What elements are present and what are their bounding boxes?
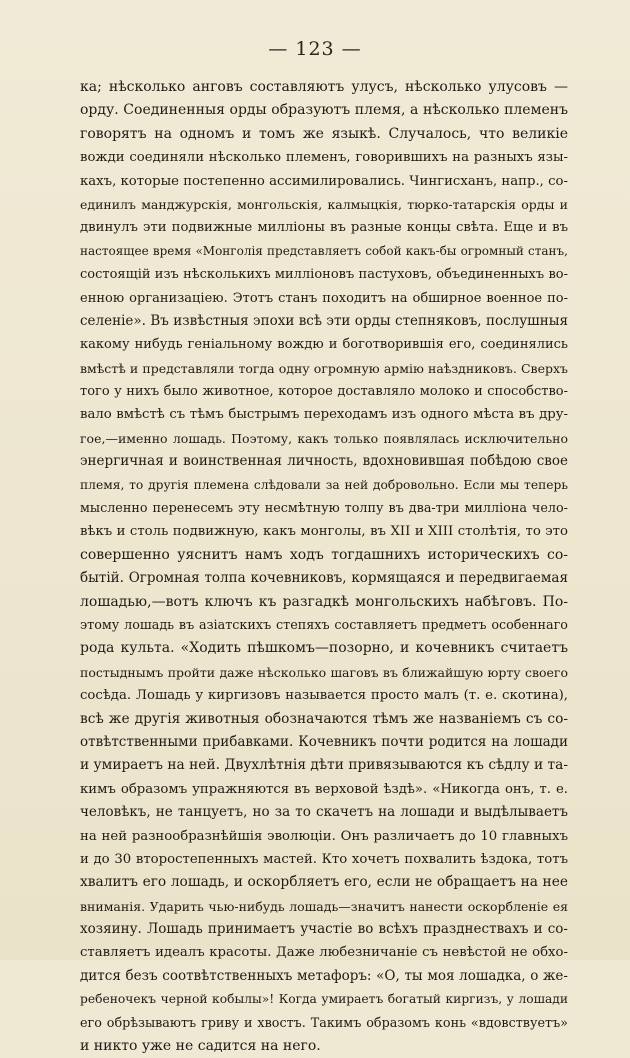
- text-line: на ней разнообразнѣйшія эволюціи. Онъ различаетъ до 10 главныхъ: [80, 828, 568, 844]
- text-line: ка; нѣсколько анговъ составляютъ улусъ, нѣсколько улусовъ —: [80, 79, 568, 95]
- text-line: вожди соединяли нѣсколько племенъ, говорившихъ на разныхъ язы-: [80, 150, 568, 166]
- text-line: бытій. Огромная толпа кочевниковъ, кормящаяся и передвигаемая: [80, 570, 568, 587]
- text-line: единилъ манджурскія, монгольскія, калмыцкія, тюрко-татарскія орды и: [80, 196, 568, 212]
- text-line: говорятъ на одномъ и томъ же языкѣ. Случалось, что великіе: [80, 125, 568, 142]
- text-line: орду. Соединенныя орды образуютъ племя, а нѣсколько племенъ: [80, 102, 568, 119]
- text-line: вниманія. Ударить чью-нибудь лошадь—значитъ нанести оскорбленіе ея: [80, 898, 568, 914]
- text-line: вмѣстѣ и представляли тогда одну огромную армію наѣздниковъ. Сверхъ: [80, 360, 568, 376]
- text-line: лошадью,—вотъ ключъ къ разгадкѣ монгольскихъ набѣговъ. По-: [80, 593, 568, 610]
- body-text: [80, 76, 568, 1058]
- text-line: ставляетъ идеалъ красоты. Даже любезничаніе съ невѣстой не обхо-: [80, 945, 568, 961]
- text-line: и до 30 второстепенныхъ мастей. Кто хочетъ похвалить ѣздока, тотъ: [80, 851, 568, 867]
- text-line: всѣ же другія животныя обозначаются тѣмъ же названіемъ съ со-: [80, 710, 568, 727]
- text-line: вѣкъ и столь подвижную, какъ монголы, въ XII и XIII столѣтія, то это: [80, 524, 568, 540]
- text-line: гое,—именно лошадь. Поэтому, какъ только появлялась исключительно: [80, 430, 568, 446]
- text-line: и никто уже не садится на него.: [80, 1038, 321, 1055]
- text-line: кахъ, которые постепенно ассимилировались. Чингисханъ, напр., со-: [80, 173, 568, 189]
- text-line: этому лошадь въ азіатскихъ степяхъ составляетъ предметъ особеннаго: [80, 617, 568, 633]
- text-line: ребеночекъ черной кобылы»! Когда умираетъ богатый киргизъ, у лошади: [80, 992, 568, 1007]
- text-line: человѣкъ, не танцуетъ, но за то скачетъ на лошади и выдѣлываетъ: [80, 804, 568, 821]
- text-line: состоящій изъ нѣсколькихъ милліоновъ пастуховъ, объединенныхъ во-: [80, 267, 568, 283]
- text-line: настоящее время «Монголія представляетъ собой какъ-бы огромный станъ,: [80, 243, 568, 258]
- text-line: энергичная и воинственная личность, вдохновившая побѣдою свое: [80, 453, 568, 470]
- text-line: рода культа. «Ходить пѣшкомъ—позорно, и кочевникъ считаетъ: [80, 640, 568, 657]
- text-line: сосѣда. Лошадь у киргизовъ называется просто малъ (т. е. скотина),: [80, 688, 568, 704]
- text-line: двинулъ эти подвижные милліоны въ разные концы свѣта. Еще и въ: [80, 220, 568, 236]
- text-line: его обрѣзываютъ гриву и хвостъ. Такимъ образомъ конь «вдовствуетъ»: [80, 1015, 568, 1031]
- text-line: отвѣтственными прибавками. Кочевникъ почти родится на лошади: [80, 733, 568, 750]
- text-line: постыднымъ пройти даже нѣсколько шаговъ въ ближайшую юрту своего: [80, 664, 568, 680]
- text-line: хозяину. Лошадь принимаетъ участіе во всѣхъ празднествахъ и со-: [80, 921, 568, 938]
- text-line: того у нихъ было животное, которое доставляло молоко и способство-: [80, 384, 568, 400]
- text-line: хвалитъ его лошадь, и оскорбляетъ его, если не обращаетъ на нее: [80, 874, 568, 891]
- text-line: селеніе». Въ извѣстныя эпохи всѣ эти орды степняковъ, послушныя: [80, 312, 568, 329]
- text-line: племя, то другія племена слѣдовали за ней добровольно. Если мы теперь: [80, 477, 568, 492]
- text-line: кимъ образомъ упражняются въ верховой ѣздѣ». «Никогда онъ, т. е.: [80, 781, 568, 797]
- text-line: вало вмѣстѣ съ тѣмъ быстрымъ переходамъ изъ одного мѣста въ дру-: [80, 407, 568, 423]
- text-line: совершенно уяснитъ намъ ходъ тогдашнихъ историческихъ со-: [80, 546, 568, 563]
- text-line: дится безъ соотвѣтственныхъ метафоръ: «О, ты моя лошадка, о же-: [80, 967, 568, 984]
- page-number: — 123 —: [268, 38, 362, 60]
- text-line: и умираетъ на ней. Двухлѣтнія дѣти привязываются къ сѣдлу и та-: [80, 757, 568, 774]
- text-line: какому нибудь геніальному вождю и боготворившія его, соединялись: [80, 337, 568, 353]
- text-line: енною организаціею. Этотъ станъ походитъ на обширное военное по-: [80, 290, 568, 306]
- text-line: мысленно перенесемъ эту несмѣтную толпу въ два-три милліона чело-: [80, 501, 568, 517]
